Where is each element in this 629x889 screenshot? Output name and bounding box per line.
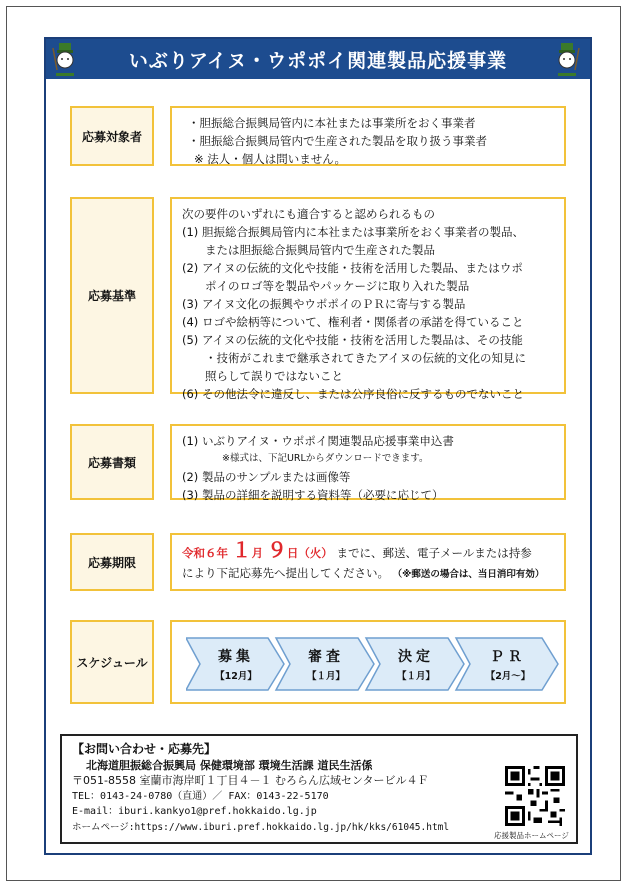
eligibility-line: ・胆振総合振興局管内で生産された製品を取り扱う事業者	[188, 134, 487, 148]
deadline-day: ９	[266, 538, 287, 562]
schedule-label: スケジュール	[70, 620, 154, 704]
deadline-month-unit: 月	[251, 546, 264, 560]
deadline-day-unit: 日	[286, 546, 299, 560]
mascot-icon	[552, 40, 582, 78]
schedule-step: 募集 【12月】	[215, 649, 257, 682]
page-title	[46, 39, 590, 79]
schedule-step: ＰＲ 【2月～】	[485, 649, 531, 682]
eligibility-label: 応募対象者	[70, 106, 154, 166]
contact-address: 〒051-8558 室蘭市海岸町１丁目４－１ むろらん広域センタービル４Ｆ	[72, 774, 429, 787]
criteria-line: (6) その他法令に違反し、または公序良俗に反するものでないこと	[182, 387, 524, 401]
deadline-line	[182, 539, 554, 564]
documents-box	[170, 424, 566, 500]
criteria-line: (1) 胆振総合振興局管内に本社または事業所をおく事業者の製品、	[182, 225, 524, 239]
criteria-label: 応募基準	[70, 197, 154, 394]
eligibility-line: ・胆振総合振興局管内に本社または事業所をおく事業者	[188, 116, 476, 130]
criteria-box	[170, 197, 566, 401]
deadline-text: までに、郵送、電子メールまたは持参	[336, 546, 532, 560]
deadline-line	[182, 564, 554, 584]
schedule-step: 審査 【１月】	[306, 649, 345, 682]
criteria-line: または胆振総合振興局管内で生産された製品	[205, 243, 435, 257]
contact-department: 北海道胆振総合振興局 保健環境部 環境生活課 道民生活係	[86, 758, 373, 772]
documents-line: (2) 製品のサンプルまたは画像等	[182, 470, 351, 484]
schedule-step: 決定 【１月】	[396, 649, 435, 682]
criteria-line: (3) アイヌ文化の振興やウポポイのＰＲに寄与する製品	[182, 297, 466, 311]
criteria-line: (4) ロゴや絵柄等について、権利者・関係者の承諾を得ていること	[182, 315, 524, 329]
qr-code-icon[interactable]	[505, 766, 565, 826]
criteria-line: ポイのロゴ等を製品やパッケージに取り入れた製品	[205, 279, 470, 293]
eligibility-line: ※ 法人・個人は問いません。	[194, 152, 346, 166]
eligibility-box	[170, 106, 566, 166]
contact-heading: 【お問い合わせ・応募先】	[72, 742, 217, 756]
documents-line: (1) いぶりアイヌ・ウポポイ関連製品応援事業申込書	[182, 434, 454, 448]
deadline-era: 令和６年	[182, 546, 228, 560]
criteria-line: (2) アイヌの伝統的文化や技能・技術を活用した製品、またはウポ	[182, 261, 523, 275]
documents-line: ※様式は、下記URLからダウンロードできます。	[222, 453, 429, 464]
contact-phone-fax: TEL：0143-24-0780（直通）／ FAX：0143-22-5170	[72, 790, 329, 802]
documents-label: 応募書類	[70, 424, 154, 500]
contact-email[interactable]: E-mail：iburi.kankyo1@pref.hokkaido.lg.jp	[72, 806, 317, 817]
deadline-text: により下記応募先へ提出してください。	[182, 566, 389, 580]
contact-box	[60, 734, 578, 844]
criteria-line: (5) アイヌの伝統的文化や技能・技術を活用した製品は、その技能	[182, 333, 523, 347]
mascot-icon	[50, 40, 80, 78]
contact-homepage-link[interactable]: ホームページ:https://www.iburi.pref.hokkaido.lg.jp/hk/kks/61045.html	[72, 821, 450, 833]
deadline-weekday: （火）	[298, 546, 333, 560]
deadline-month: １	[231, 538, 252, 562]
qr-code-label: 応援製品ホームページ	[494, 831, 569, 840]
deadline-label: 応募期限	[70, 533, 154, 591]
page-title-text: いぶりアイヌ・ウポポイ関連製品応援事業	[128, 49, 508, 72]
criteria-line: 次の要件のいずれにも適合すると認められるもの	[182, 207, 435, 221]
deadline-note: （※郵送の場合は、当日消印有効）	[392, 569, 545, 580]
criteria-line: ・技術がこれまで継承されてきたアイヌの伝統的文化の知見に	[205, 351, 526, 365]
criteria-line: 照らして誤りではないこと	[205, 369, 343, 383]
documents-line: (3) 製品の詳細を説明する資料等（必要に応じて）	[182, 488, 444, 502]
deadline-box	[170, 533, 566, 591]
